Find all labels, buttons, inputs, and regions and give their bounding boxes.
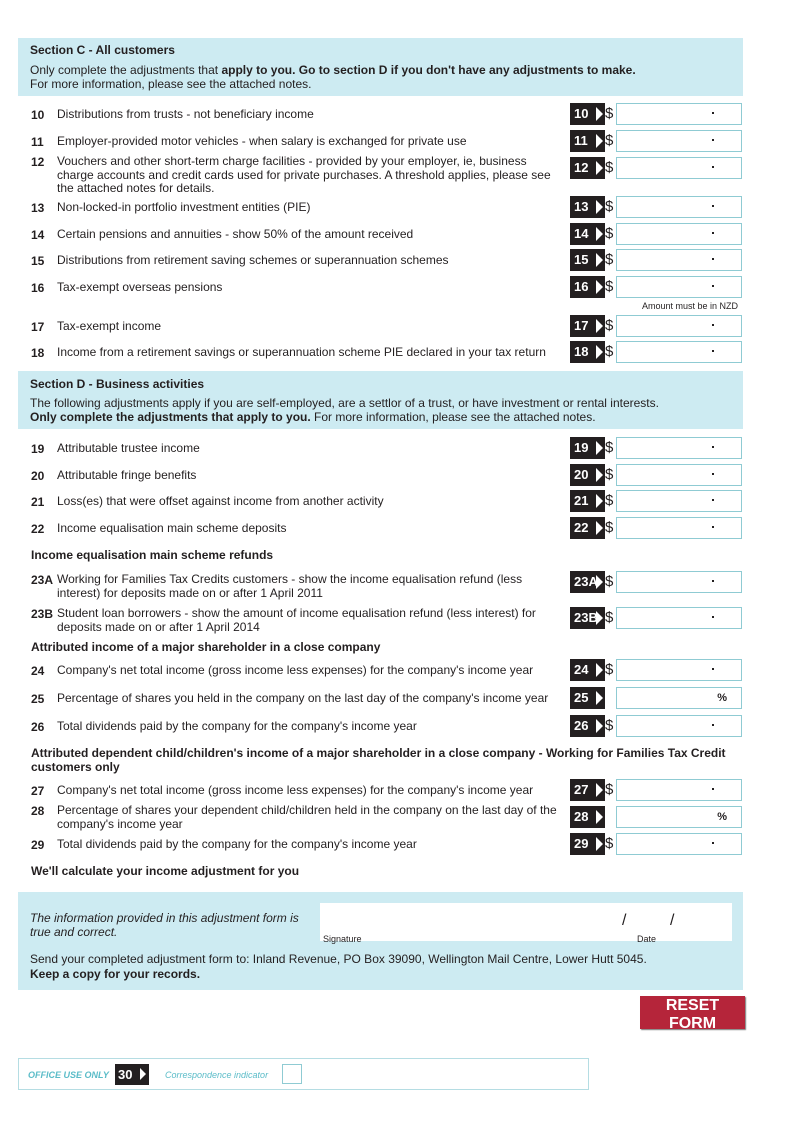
decimal-point (712, 499, 714, 501)
line-number: 28 (31, 804, 45, 818)
dollar-sign: $ (605, 225, 614, 242)
code-text: 14 (574, 226, 589, 241)
amount-input-15[interactable] (616, 249, 742, 271)
decimal-point (712, 139, 714, 141)
intro-notes: For more information, please see the attached notes. (30, 76, 312, 91)
field-code-badge (570, 833, 605, 855)
code-text: 22 (574, 520, 589, 535)
code-text: 20 (574, 467, 589, 482)
arrow-right-icon (596, 521, 603, 535)
decimal-point (712, 258, 714, 260)
amount-input-19[interactable] (616, 437, 742, 459)
declaration-statement: The information provided in this adjustment form is true and correct. (30, 911, 299, 939)
decimal-point (712, 285, 714, 287)
dollar-sign: $ (605, 492, 614, 509)
line-label: Attributable fringe benefits (57, 468, 197, 482)
arrow-right-icon (596, 837, 603, 851)
line-number: 23B (31, 607, 54, 621)
line-number: 27 (31, 784, 45, 798)
arrow-right-icon (596, 134, 603, 148)
code-text: 12 (574, 160, 589, 175)
dollar-sign: $ (605, 317, 614, 334)
arrow-right-icon (596, 280, 603, 294)
code-text: 23B (574, 610, 598, 625)
arrow-right-icon (596, 200, 603, 214)
decimal-point (712, 842, 714, 844)
line-number: 17 (31, 320, 45, 334)
line-number: 29 (31, 838, 45, 852)
amount-input-23B[interactable] (616, 607, 742, 629)
percent-sign: % (717, 692, 727, 704)
line-number: 16 (31, 281, 45, 295)
amount-input-20[interactable] (616, 464, 742, 486)
line-label: Tax-exempt overseas pensions (57, 280, 223, 294)
signature-label: Signature (323, 934, 362, 944)
arrow-right-icon (596, 663, 603, 677)
decimal-point (712, 473, 714, 475)
code-text: 16 (574, 279, 589, 294)
decimal-point (712, 112, 714, 114)
arrow-right-icon (596, 719, 603, 733)
dollar-sign: $ (605, 105, 614, 122)
section-d-header (18, 371, 743, 429)
arrow-right-icon (596, 611, 603, 625)
arrow-right-icon (596, 783, 603, 797)
field-code-badge (570, 157, 605, 179)
decimal-point (712, 166, 714, 168)
field-code-badge (570, 659, 605, 681)
field-code-badge (570, 130, 605, 152)
section-c-title: Section C - All customers (30, 43, 175, 57)
line-label: Total dividends paid by the company for the company's income year (57, 719, 417, 733)
arrow-right-icon (596, 345, 603, 359)
correspondence-indicator-label: Correspondence indicator (165, 1070, 269, 1080)
arrow-right-icon (140, 1068, 146, 1080)
dollar-sign: $ (605, 573, 614, 590)
dollar-sign: $ (605, 466, 614, 483)
dollar-sign: $ (605, 717, 614, 734)
code-text: 19 (574, 440, 589, 455)
line-label: Distributions from trusts - not beneficiary income (57, 107, 314, 121)
intro-bold: apply to you. Go to section D if you don't have any adjustments to make. (221, 63, 636, 77)
field-code-badge (570, 315, 605, 337)
amount-input-21[interactable] (616, 490, 742, 512)
dollar-sign: $ (605, 661, 614, 678)
arrow-right-icon (596, 319, 603, 333)
field-code-badge (570, 276, 605, 298)
line-label: Certain pensions and annuities - show 50% of the amount received (57, 227, 414, 241)
code-text: 26 (574, 718, 589, 733)
code-text: 24 (574, 662, 589, 677)
field-code-badge (570, 571, 605, 593)
line-label: Employer-provided motor vehicles - when salary is exchanged for private use (57, 134, 467, 148)
line-label: Non-locked-in portfolio investment entities (PIE) (57, 200, 311, 214)
intro-text: The following adjustments apply if you are self-employed, are a settlor of a trust, or have investment or rental interests. (30, 396, 659, 410)
heading-refunds: Income equalisation main scheme refunds (31, 548, 274, 562)
line-label: Working for Families Tax Credits customers - show the income equalisation refund (less interest) for deposits made on or after 1 April 2011 (57, 572, 523, 600)
arrow-right-icon (596, 575, 603, 589)
dollar-sign: $ (605, 343, 614, 360)
arrow-right-icon (596, 107, 603, 121)
office-use-label: OFFICE USE ONLY (28, 1070, 109, 1080)
code-text: 10 (574, 106, 589, 121)
decimal-point (712, 788, 714, 790)
amount-input-11[interactable] (616, 130, 742, 152)
correspondence-indicator-checkbox[interactable] (282, 1064, 302, 1084)
heading-dependent: Attributed dependent child/children's income of a major shareholder in a close company - Working for Families Tax Credit customers only (31, 746, 726, 774)
code-text: 17 (574, 318, 589, 333)
arrow-right-icon (596, 161, 603, 175)
line-number: 12 (31, 155, 45, 169)
keep-copy-note: Keep a copy for your records. (30, 967, 201, 981)
code-text: 27 (574, 782, 589, 797)
intro-text: Only complete the adjustments that (30, 63, 222, 77)
amount-input-12[interactable] (616, 157, 742, 179)
office-use-panel (18, 1058, 589, 1090)
arrow-right-icon (596, 253, 603, 267)
amount-input-18[interactable] (616, 341, 742, 363)
line-number: 25 (31, 692, 45, 706)
code-text: 15 (574, 252, 589, 267)
field-code-badge (570, 196, 605, 218)
nzd-note: Amount must be in NZD (642, 301, 739, 311)
heading-attributed: Attributed income of a major shareholder in a close company (31, 640, 381, 654)
line-number: 23A (31, 573, 54, 587)
amount-input-26[interactable] (616, 715, 742, 737)
date-separator: / (622, 912, 627, 929)
line-label: Vouchers and other short-term charge facilities - provided by your employer, ie, business charge accounts and credit cards used for private purchases. A threshold applies, please see the attached notes for details. (57, 154, 551, 195)
line-number: 19 (31, 442, 45, 456)
dollar-sign: $ (605, 278, 614, 295)
line-label: Loss(es) that were offset against income from another activity (57, 494, 384, 508)
decimal-point (712, 205, 714, 207)
line-label: Student loan borrowers - show the amount of income equalisation refund (less interest) for deposits made on or after 1 April 2014 (57, 606, 536, 634)
arrow-right-icon (596, 441, 603, 455)
code-text: 21 (574, 493, 589, 508)
field-code-badge (570, 806, 605, 828)
line-label: Income from a retirement savings or superannuation scheme PIE declared in your tax return (57, 345, 546, 359)
dollar-sign: $ (605, 519, 614, 536)
send-to-address: Send your completed adjustment form to: Inland Revenue, PO Box 39090, Wellington Mail Centre, Lower Hutt 5045. (30, 952, 647, 966)
amount-input-17[interactable] (616, 315, 742, 337)
line-label: Distributions from retirement saving schemes or superannuation schemes (57, 253, 449, 267)
decimal-point (712, 350, 714, 352)
field-code-30 (115, 1064, 149, 1085)
code-text: 29 (574, 836, 589, 851)
decimal-point (712, 616, 714, 618)
field-code-badge (570, 437, 605, 459)
field-code-badge (570, 517, 605, 539)
line-number: 24 (31, 664, 45, 678)
arrow-right-icon (596, 468, 603, 482)
amount-input-13[interactable] (616, 196, 742, 218)
field-code-badge (570, 607, 605, 629)
code-text: 13 (574, 199, 589, 214)
arrow-right-icon (596, 691, 603, 705)
line-number: 13 (31, 201, 45, 215)
intro-notes: For more information, please see the attached notes. (310, 409, 596, 424)
line-number: 20 (31, 469, 45, 483)
code-text: 23A (574, 574, 598, 589)
arrow-right-icon (596, 810, 603, 824)
decimal-point (712, 580, 714, 582)
code-text: 25 (574, 690, 589, 705)
amount-input-22[interactable] (616, 517, 742, 539)
field-code-badge (570, 779, 605, 801)
line-number: 26 (31, 720, 45, 734)
code-text: 28 (574, 809, 589, 824)
line-label: Company's net total income (gross income less expenses) for the company's income year (57, 783, 534, 797)
arrow-right-icon (596, 494, 603, 508)
line-label: Percentage of shares you held in the company on the last day of the company's income year (57, 691, 549, 705)
line-number: 11 (31, 135, 44, 149)
line-number: 14 (31, 228, 45, 242)
date-separator: / (670, 912, 675, 929)
declaration-panel (18, 892, 743, 990)
section-c-intro (30, 64, 730, 91)
dollar-sign: $ (605, 251, 614, 268)
line-number: 15 (31, 254, 45, 268)
decimal-point (712, 324, 714, 326)
amount-input-28[interactable] (616, 806, 742, 828)
amount-input-16[interactable] (616, 276, 742, 298)
decimal-point (712, 446, 714, 448)
decimal-point (712, 668, 714, 670)
line-number: 10 (31, 108, 45, 122)
line-label: Percentage of shares your dependent child/children held in the company on the last day of the company's income year (57, 803, 557, 831)
dollar-sign: $ (605, 132, 614, 149)
intro-bold: Only complete the adjustments that apply to you. (30, 409, 311, 424)
code-text: 30 (118, 1067, 133, 1082)
field-code-badge (570, 223, 605, 245)
section-d-intro (30, 397, 740, 424)
field-code-badge (570, 249, 605, 271)
amount-input-14[interactable] (616, 223, 742, 245)
line-number: 22 (31, 522, 45, 536)
amount-input-24[interactable] (616, 659, 742, 681)
line-label: Tax-exempt income (57, 319, 162, 333)
field-code-badge (570, 103, 605, 125)
amount-input-23A[interactable] (616, 571, 742, 593)
reset-form-button[interactable]: RESET FORM (640, 996, 745, 1029)
field-code-badge (570, 490, 605, 512)
heading-calculate: We'll calculate your income adjustment for you (31, 864, 300, 878)
code-text: 18 (574, 344, 589, 359)
dollar-sign: $ (605, 835, 614, 852)
dollar-sign: $ (605, 159, 614, 176)
decimal-point (712, 724, 714, 726)
dollar-sign: $ (605, 439, 614, 456)
percent-sign: % (717, 811, 727, 823)
date-label: Date (637, 934, 657, 944)
amount-input-29[interactable] (616, 833, 742, 855)
field-code-badge (570, 464, 605, 486)
decimal-point (712, 526, 714, 528)
line-label: Company's net total income (gross income less expenses) for the company's income year (57, 663, 534, 677)
section-c-header (18, 38, 743, 96)
amount-input-25[interactable] (616, 687, 742, 709)
line-label: Total dividends paid by the company for the company's income year (57, 837, 417, 851)
dollar-sign: $ (605, 198, 614, 215)
amount-input-27[interactable] (616, 779, 742, 801)
code-text: 11 (574, 133, 588, 148)
decimal-point (712, 232, 714, 234)
line-number: 18 (31, 346, 45, 360)
line-label: Income equalisation main scheme deposits (57, 521, 287, 535)
dollar-sign: $ (605, 781, 614, 798)
arrow-right-icon (596, 227, 603, 241)
field-code-badge (570, 341, 605, 363)
line-label: Attributable trustee income (57, 441, 200, 455)
dollar-sign: $ (605, 609, 614, 626)
amount-input-10[interactable] (616, 103, 742, 125)
field-code-badge (570, 715, 605, 737)
section-d-title: Section D - Business activities (30, 377, 205, 391)
line-number: 21 (31, 495, 45, 509)
field-code-badge (570, 687, 605, 709)
